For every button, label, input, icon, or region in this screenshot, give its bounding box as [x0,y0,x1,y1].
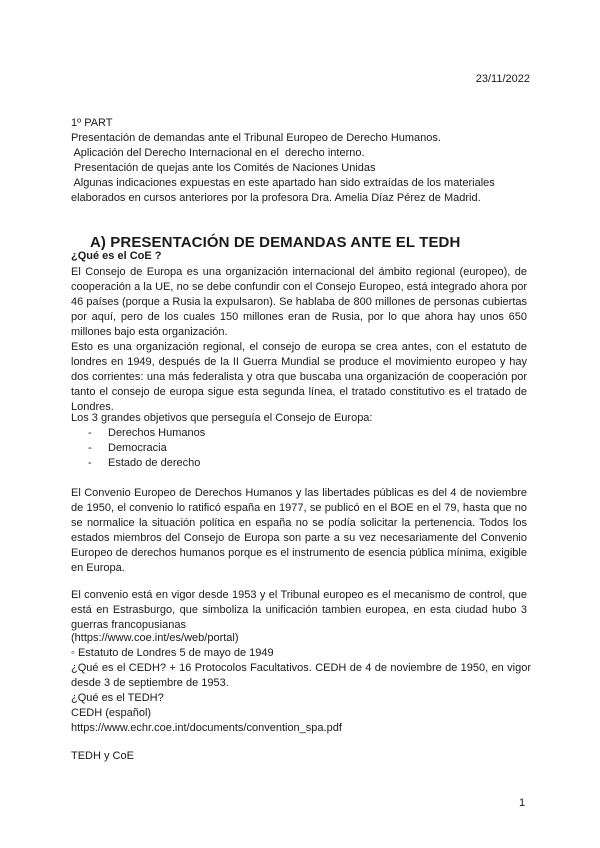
objective-label: Estado de derecho [108,457,201,469]
dash-bullet: - [88,427,92,439]
list-item [88,426,205,441]
references-block [71,631,531,736]
list-item [88,456,205,471]
dash-bullet: - [88,442,92,454]
objectives-list [88,426,205,471]
cedh-spanish: CEDH (español) [71,707,152,719]
intro-line: elaborados en cursos anteriores por la profesora Dra. Amelia Díaz Pérez de Madrid. [71,192,481,204]
dash-bullet: - [88,457,92,469]
objective-label: Derechos Humanos [108,427,206,439]
intro-line: Presentación de quejas ante los Comités de Naciones Unidas [71,162,376,174]
cedh-question: ¿Qué es el CEDH? + 16 Protocolos Facultativos. CEDH de 4 de noviembre de 1950, en vigor desde 3 de septiembre de 1953. [71,662,531,689]
portal-link[interactable]: (https://www.coe.int/es/web/portal) [71,632,239,644]
document-date: 23/11/2022 [475,73,530,85]
objective-label: Democracia [108,442,167,454]
intro-line: Presentación de demandas ante el Tribunal Europeo de Derecho Humanos. [71,132,441,144]
section-heading: A) PRESENTACIÓN DE DEMANDAS ANTE EL TEDH [90,234,461,251]
paragraph-coe-origin: Esto es una organización regional, el consejo de europa se crea antes, con el estatuto de londres en 1949, después de la II Guerra Mundial se produce el movimiento europeo y hay dos corrientes: una más federalista y otra que buscaba una organización de cooperación por tanto el consejo de europa sigue esta segunda línea, el tratado constitutivo es el tratado de Londres. [71,341,527,413]
intro-line: Algunas indicaciones expuestas en este apartado han sido extraídas de los materiales [71,177,495,189]
paragraph-coe-definition: El Consejo de Europa es una organización internacional del ámbito regional (europeo), de cooperación a la UE, no se debe confundir con el Consejo Europeo, está integrado ahora por 46 países (porque a Rusia la expulsaron). Se hablaba de 800 millones de personas cubiertas por aquí, pero de los cuales 150 millones eran de Rusia, por lo que ahora hay unos 650 millones bajo esta organización. [71,266,527,338]
paragraph-objectives-intro: Los 3 grandes objetivos que perseguía el Consejo de Europa: [71,412,373,424]
intro-block [71,116,527,206]
page-number: 1 [519,797,526,809]
convention-pdf-link[interactable]: https://www.echr.coe.int/documents/convention_spa.pdf [71,722,342,734]
part-label: 1º PART [71,117,113,129]
tedh-coe-label: TEDH y CoE [71,750,134,762]
list-item [88,441,205,456]
intro-line: Aplicación del Derecho Internacional en el derecho interno. [71,147,365,159]
section-question: ¿Qué es el CoE ? [71,250,162,262]
tedh-question: ¿Qué es el TEDH? [71,692,164,704]
paragraph-convention: El Convenio Europeo de Derechos Humanos y las libertades públicas es del 4 de noviembre de 1950, el convenio lo ratificó españa en 1977, se publicó en el BOE en el 79, hasta que no se normalice la situación política en españa no se podía solicitar la pertenencia. Todos los estados miembros del Consejo de Europa son parte a su vez necesariamente del Convenio Europeo de derechos humanos porque es el instrumento de esencia pública mínima, exigible en Europa. [71,487,527,574]
paragraph-tribunal: El convenio está en vigor desde 1953 y el Tribunal europeo es el mecanismo de control, que está en Estrasburgo, que simboliza la unificación tambien europea, en esta ciudad hubo 3 guerras francopusianas [71,589,527,631]
estatuto-line: ◦ Estatuto de Londres 5 de mayo de 1949 [71,647,274,659]
